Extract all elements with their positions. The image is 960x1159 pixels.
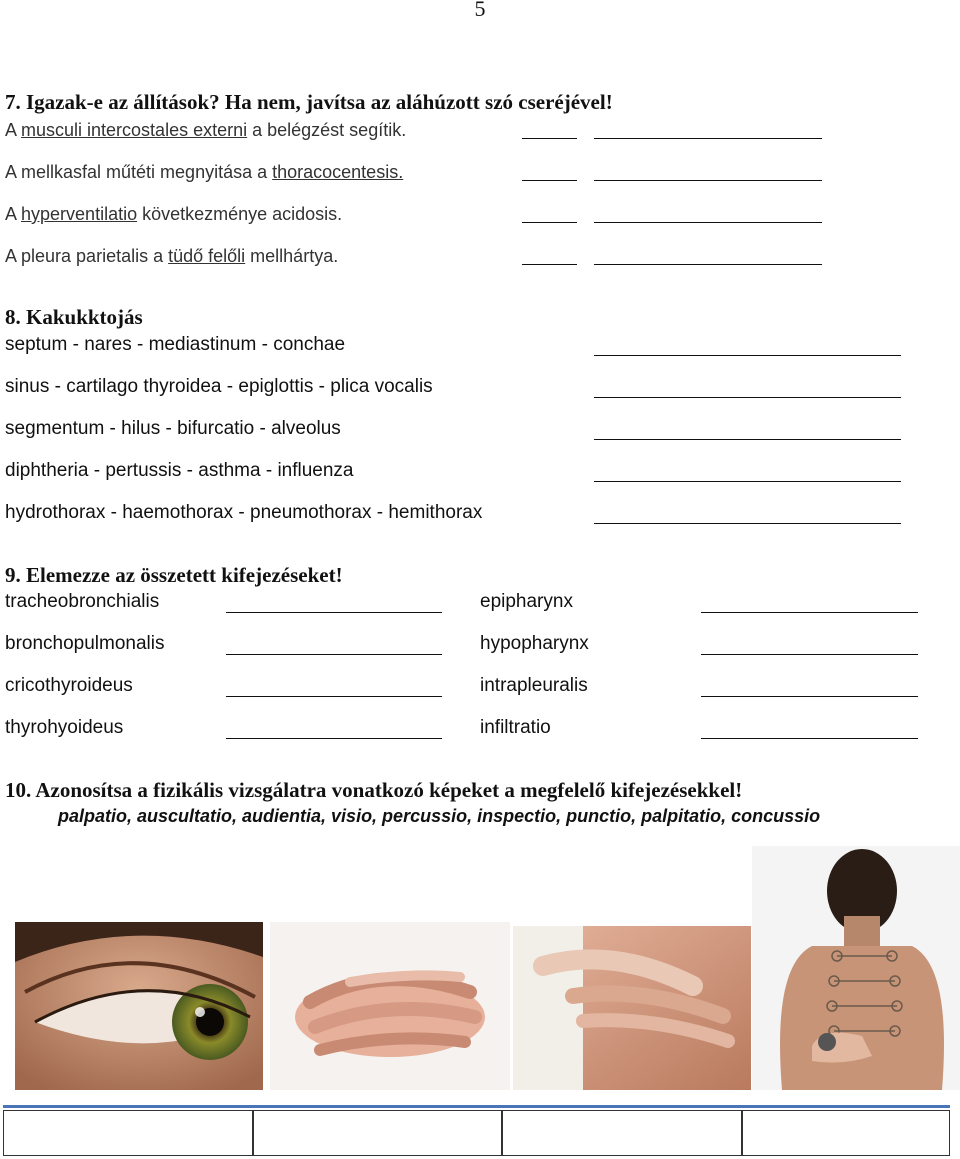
answer-blank[interactable] — [594, 355, 901, 356]
page-number: 5 — [474, 0, 486, 21]
answer-table — [3, 1105, 950, 1158]
palpation-photo — [513, 926, 751, 1090]
underlined-term: tüdő felőli — [168, 246, 246, 266]
analysis-blank[interactable] — [226, 654, 442, 655]
analysis-blank[interactable] — [701, 654, 918, 655]
underlined-term: hyperventilatio — [21, 204, 138, 224]
term-left-1: tracheobronchialis — [5, 591, 160, 612]
term-left-2: bronchopulmonalis — [5, 633, 165, 654]
analysis-blank[interactable] — [226, 612, 442, 613]
correction-blank[interactable] — [594, 264, 822, 265]
statement-3: A hyperventilatio következménye acidosis. — [5, 204, 343, 224]
answer-blank[interactable] — [594, 481, 901, 482]
answer-box-1[interactable] — [3, 1110, 253, 1156]
section8-title: 8. Kakukktojás — [5, 305, 143, 329]
term-right-1: epipharynx — [480, 591, 573, 612]
oddone-row-5: hydrothorax - haemothorax - pneumothorax - hemithorax — [5, 502, 483, 523]
oddone-row-1: septum - nares - mediastinum - conchae — [5, 334, 346, 355]
statement-2: A mellkasfal műtéti megnyitása a thoracocentesis. — [5, 162, 404, 182]
underlined-term: thoracocentesis. — [272, 162, 404, 182]
section10-title: 10. Azonosítsa a fizikális vizsgálatra vonatkozó képeket a megfelelő kifejezésekkel! — [5, 778, 743, 802]
answer-blank[interactable] — [594, 523, 901, 524]
section9-title: 9. Elemezze az összetett kifejezéseket! — [5, 563, 343, 587]
analysis-blank[interactable] — [226, 738, 442, 739]
oddone-row-2: sinus - cartilago thyroidea - epiglottis - plica vocalis — [5, 376, 433, 397]
oddone-row-3: segmentum - hilus - bifurcatio - alveolus — [5, 418, 341, 439]
answer-blank[interactable] — [594, 397, 901, 398]
term-right-4: infiltratio — [480, 717, 551, 738]
correction-blank[interactable] — [594, 180, 822, 181]
true-false-blank[interactable] — [522, 264, 577, 265]
answer-blank[interactable] — [594, 439, 901, 440]
oddone-row-4: diphtheria - pertussis - asthma - influenza — [5, 460, 354, 481]
analysis-blank[interactable] — [701, 696, 918, 697]
answer-box-4[interactable] — [742, 1110, 950, 1156]
correction-blank[interactable] — [594, 138, 822, 139]
term-list: palpatio, auscultatio, audientia, visio, percussio, inspectio, punctio, palpitatio, concussio — [58, 806, 821, 826]
statement-4: A pleura parietalis a tüdő felőli mellhártya. — [5, 246, 339, 266]
answer-box-2[interactable] — [253, 1110, 502, 1156]
true-false-blank[interactable] — [522, 180, 577, 181]
auscultation-photo — [752, 846, 960, 1090]
term-left-4: thyrohyoideus — [5, 717, 124, 738]
correction-blank[interactable] — [594, 222, 822, 223]
term-right-3: intrapleuralis — [480, 675, 588, 696]
true-false-blank[interactable] — [522, 138, 577, 139]
underlined-term: musculi intercostales externi — [21, 120, 248, 140]
section7-title: 7. Igazak-e az állítások? Ha nem, javítsa az aláhúzott szó cseréjével! — [5, 90, 613, 114]
term-left-3: cricothyroideus — [5, 675, 133, 696]
true-false-blank[interactable] — [522, 222, 577, 223]
answer-box-3[interactable] — [502, 1110, 742, 1156]
eye-photo — [15, 922, 263, 1090]
analysis-blank[interactable] — [226, 696, 442, 697]
analysis-blank[interactable] — [701, 738, 918, 739]
analysis-blank[interactable] — [701, 612, 918, 613]
statement-1: A musculi intercostales externi a belégzést segítik. — [5, 120, 407, 140]
hands-photo — [270, 922, 510, 1090]
term-right-2: hypopharynx — [480, 633, 589, 654]
